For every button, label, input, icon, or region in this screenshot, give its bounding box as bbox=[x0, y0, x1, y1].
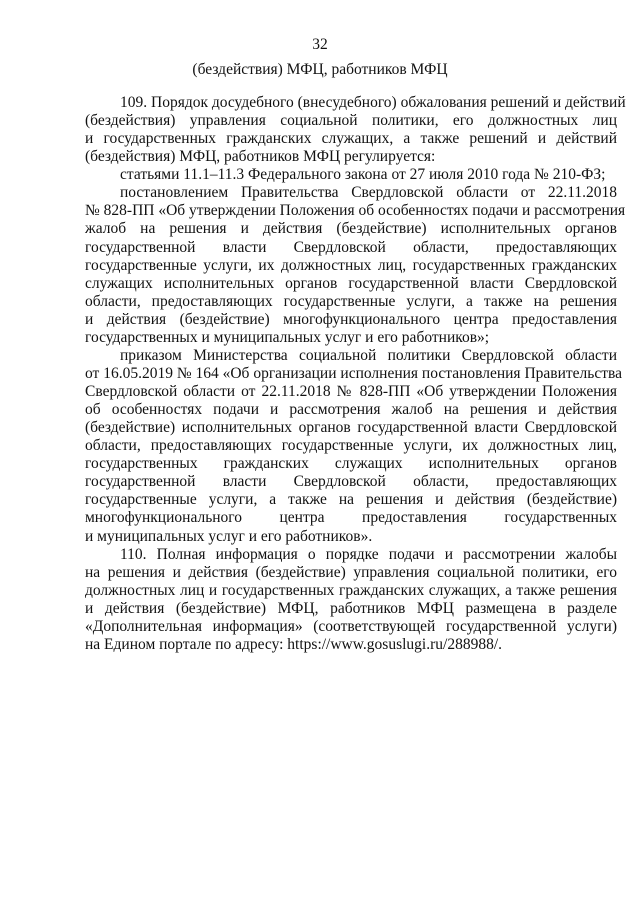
text-line: на Едином портале по адресу: https://www.gosuslugi.ru/288988/. bbox=[85, 635, 503, 653]
text-line: (бездействия) МФЦ, работников МФЦ регулируется: bbox=[85, 148, 436, 166]
paragraph bbox=[85, 546, 617, 654]
text-line: государственные услуги, их должностных лиц, государственных гражданских bbox=[85, 256, 617, 274]
text-line: и действия (бездействие) многофункционального центра предоставления bbox=[85, 310, 617, 328]
paragraph bbox=[85, 346, 622, 546]
paragraph bbox=[85, 166, 617, 184]
text-line: 110. Полная информация о порядке подачи и рассмотрении жалобы bbox=[120, 545, 617, 563]
text-line: области, предоставляющих государственные услуги, а также на решения bbox=[85, 292, 617, 310]
text-line: (бездействия) управления социальной политики, его должностных лиц bbox=[85, 112, 617, 130]
text-line: и действия (бездействие) МФЦ, работников МФЦ размещена в разделе bbox=[85, 599, 617, 617]
page-number: 32 bbox=[312, 36, 328, 53]
text-line: и государственных гражданских служащих, а также решений и действий bbox=[85, 130, 617, 148]
document-body bbox=[85, 94, 626, 654]
paragraph bbox=[85, 94, 626, 166]
text-line: приказом Министерства социальной политики Свердловской области bbox=[120, 346, 617, 364]
text-line: постановлением Правительства Свердловской области от 22.11.2018 bbox=[120, 184, 617, 202]
text-line: государственных гражданских служащих исполнительных органов bbox=[85, 455, 617, 473]
text-line: статьями 11.1–11.3 Федерального закона от 27 июля 2010 года № 210-ФЗ; bbox=[120, 166, 606, 184]
text-line: № 828-ПП «Об утверждении Положения об особенностях подачи и рассмотрения bbox=[85, 202, 626, 220]
text-line: государственной власти Свердловской области, предоставляющих bbox=[85, 238, 617, 256]
text-line: «Дополнительная информация» (соответствующей государственной услуги) bbox=[85, 617, 617, 635]
text-line: на решения и действия (бездействие) управления социальной политики, его bbox=[85, 563, 617, 581]
text-line: государственной власти Свердловской области, предоставляющих bbox=[85, 473, 617, 491]
section-subtitle: (бездействия) МФЦ, работников МФЦ bbox=[192, 61, 448, 78]
text-line: области, предоставляющих государственные услуги, их должностных лиц, bbox=[85, 437, 617, 455]
text-line: и муниципальных услуг и его работников». bbox=[85, 527, 373, 545]
text-line: должностных лиц и государственных гражданских служащих, а также решения bbox=[85, 581, 617, 599]
paragraph bbox=[85, 184, 626, 347]
text-line: государственные услуги, а также на решения и действия (бездействие) bbox=[85, 491, 617, 509]
text-line: Свердловской области от 22.11.2018 № 828-ПП «Об утверждении Положения bbox=[85, 383, 617, 400]
text-line: жалоб на решения и действия (бездействие) исполнительных органов bbox=[85, 220, 617, 238]
text-line: 109. Порядок досудебного (внесудебного) обжалования решений и действий bbox=[120, 94, 626, 111]
text-line: от 16.05.2019 № 164 «Об организации исполнения постановления Правительства bbox=[85, 364, 622, 382]
text-line: об особенностях подачи и рассмотрения жалоб на решения и действия bbox=[85, 401, 617, 419]
text-line: служащих исполнительных органов государственной власти Свердловской bbox=[85, 274, 617, 292]
text-line: многофункционального центра предоставления государственных bbox=[85, 509, 617, 527]
text-line: государственных и муниципальных услуг и его работников»; bbox=[85, 328, 490, 346]
text-line: (бездействие) исполнительных органов государственной власти Свердловской bbox=[85, 419, 617, 437]
